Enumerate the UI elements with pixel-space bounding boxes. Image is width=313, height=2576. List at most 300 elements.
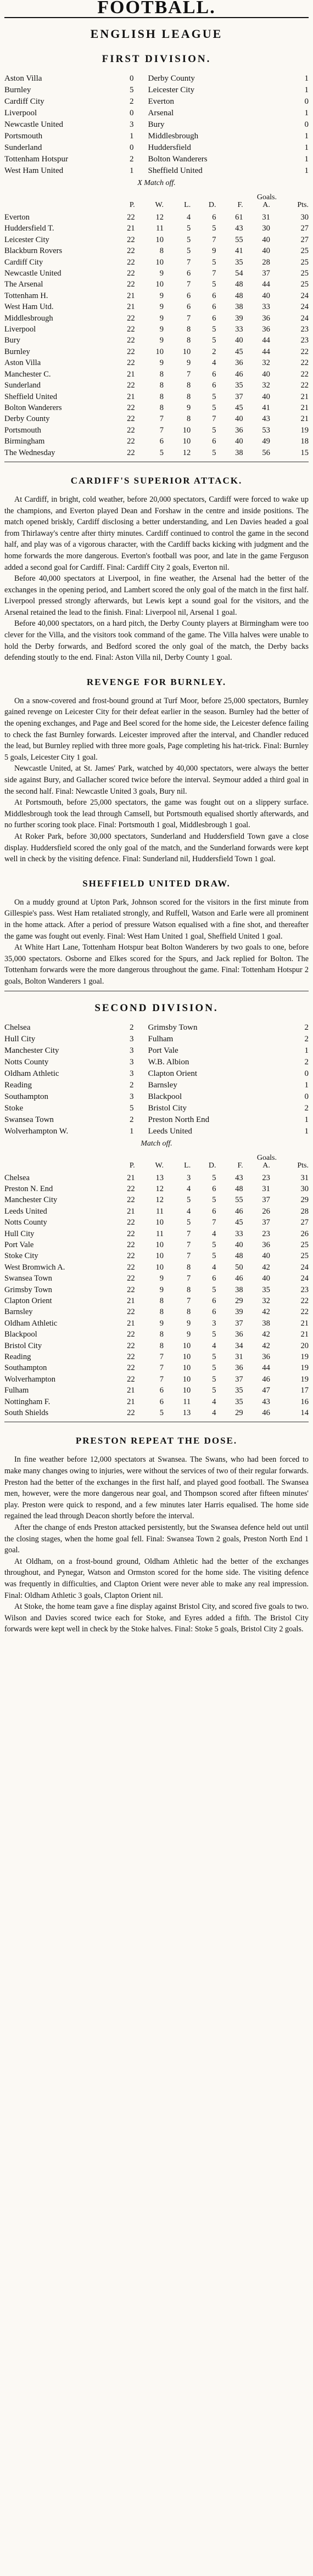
column-header: Pts. (297, 1161, 309, 1170)
home-team: Stoke (4, 1103, 24, 1113)
away-score: 1 (304, 1126, 309, 1136)
team-name: West Bromwich A. (4, 1262, 65, 1272)
result-row (4, 154, 309, 165)
stat-cell: 21 (127, 224, 135, 233)
stat-cell: 22 (300, 1307, 309, 1317)
table-row (4, 1385, 309, 1396)
table-row (4, 1374, 309, 1385)
away-score: 0 (304, 120, 309, 129)
stat-cell: 22 (127, 403, 135, 412)
home-score: 3 (130, 120, 134, 129)
stat-cell: 7 (186, 1240, 191, 1249)
column-header: A. (262, 201, 270, 209)
stat-cell: 8 (186, 1307, 191, 1317)
story-headline: REVENGE FOR BURNLEY. (86, 676, 227, 687)
home-score: 1 (130, 1126, 134, 1136)
stat-cell: 8 (159, 1341, 164, 1350)
story-headline: CARDIFF'S SUPERIOR ATTACK. (70, 475, 243, 486)
stat-cell: 28 (300, 1206, 309, 1216)
stat-cell: 9 (159, 358, 164, 368)
stat-cell: 5 (212, 257, 216, 267)
result-row (4, 1034, 309, 1045)
stat-cell: 37 (235, 392, 243, 401)
stat-cell: 21 (127, 1386, 135, 1395)
stat-cell: 7 (186, 313, 191, 323)
stat-cell: 41 (262, 403, 270, 412)
table-row (4, 1329, 309, 1340)
result-row (4, 119, 309, 131)
home-score: 0 (130, 109, 134, 117)
team-name: Wolverhampton (4, 1374, 56, 1384)
team-name: Reading (4, 1352, 31, 1361)
table-row (4, 257, 309, 268)
stat-cell: 30 (300, 213, 309, 222)
stat-cell: 40 (235, 437, 243, 446)
table-row (4, 1172, 309, 1183)
stat-cell: 33 (235, 1229, 243, 1238)
story-paragraph: Before 40,000 spectators at Liverpool, in fine weather, the Arsenal had the better of the exchanges in the opening period, and Lambert scored the only goal of the match in the first half. Liverpool pressed strongly afterwards, but Lewis kept a sound goal for the visitors, and the Arsenal retained the lead to the finish. Final: Liverpool nil, Arsenal 1 goal. (4, 574, 309, 617)
stat-cell: 10 (155, 1218, 164, 1227)
stat-cell: 38 (235, 1285, 243, 1294)
story-paragraph: At Cardiff, in bright, cold weather, before 20,000 spectators, Cardiff were forced to wake up the champions, and Everton played Dean and Forshaw in the centre and inside positions. The match opened briskly, Cardiff disclosing a better understanding, and Len Davies headed a goal from Thirlaway's centre after thirty minutes. Cardiff continued to control the game in the second half, and play was of a vigorous character, with the Cardiff backs kicking with judgment and the home forwards the more dangerous. Everton's football was poor, and late in the game Ferguson added a second goal for Cardiff. Final: Cardiff City 2 goals, Everton nil. (4, 495, 309, 572)
stat-cell: 7 (186, 1229, 191, 1238)
table-row (4, 212, 309, 223)
stat-cell: 10 (182, 425, 191, 435)
stat-cell: 7 (212, 1218, 216, 1227)
team-name: Bolton Wanderers (4, 403, 62, 412)
stat-cell: 10 (155, 1262, 164, 1272)
away-team: Huddersfield (148, 143, 191, 152)
stat-cell: 46 (262, 1374, 270, 1384)
stat-cell: 8 (159, 369, 164, 379)
result-row (4, 1126, 309, 1137)
table-row (4, 335, 309, 346)
stat-cell: 22 (127, 1218, 135, 1227)
stat-cell: 24 (300, 302, 309, 312)
stat-cell: 10 (155, 1251, 164, 1261)
stat-cell: 23 (300, 336, 309, 345)
column-header: W. (155, 1161, 164, 1170)
stat-cell: 8 (186, 392, 191, 401)
story-paragraph: At Stoke, the home team gave a fine display against Bristol City, and scored five goals to two. Wilson and Davies scored twice each for Stoke, and Eyres added a fifth. The Bristol City forwards were kept well in check by the Stoke halves. Final: Stoke 5 goals, Bristol City 2 goals. (4, 1602, 309, 1634)
stat-cell: 4 (212, 1408, 216, 1418)
column-header: D. (208, 201, 216, 209)
team-name: Bury (4, 336, 20, 345)
stat-cell: 5 (186, 246, 191, 256)
stat-cell: 10 (155, 235, 164, 244)
stat-cell: 40 (235, 336, 243, 345)
table-row (4, 223, 309, 234)
stat-cell: 22 (127, 280, 135, 289)
stat-cell: 23 (300, 325, 309, 334)
team-name: Nottingham F. (4, 1397, 51, 1406)
home-team: Portsmouth (4, 132, 43, 141)
stat-cell: 7 (159, 1363, 164, 1373)
team-name: Newcastle United (4, 269, 62, 278)
story-paragraph: At Oldham, on a frost-bound ground, Oldham Athletic had the better of the exchanges throughout, and Pynegar, Watson and Ormston scored for the home side. The visiting defence was frequently in difficulties, and Clapton Orient were never able to make any real impression. Final: Oldham Athletic 3 goals, Clapton Orient nil. (4, 1557, 309, 1600)
stat-cell: 54 (235, 269, 243, 278)
stat-cell: 25 (300, 1251, 309, 1261)
stat-cell: 7 (159, 1352, 164, 1361)
team-name: Port Vale (4, 1240, 34, 1249)
stat-cell: 32 (262, 381, 270, 390)
stat-cell: 5 (212, 1173, 216, 1182)
table-row (4, 380, 309, 391)
away-score: 1 (304, 74, 309, 83)
stat-cell: 9 (186, 403, 191, 412)
home-score: 0 (130, 143, 134, 152)
div1-title: FIRST DIVISION. (102, 53, 211, 65)
stat-cell: 48 (235, 291, 243, 300)
team-name: Burnley (4, 347, 30, 356)
stat-cell: 21 (300, 403, 309, 412)
stat-cell: 8 (186, 325, 191, 334)
table-row (4, 413, 309, 424)
table-row (4, 1351, 309, 1362)
stat-cell: 36 (262, 1352, 270, 1361)
away-score: 1 (304, 143, 309, 152)
away-team: Derby County (148, 74, 195, 83)
away-score: 0 (304, 1092, 309, 1101)
stat-cell: 12 (155, 1196, 164, 1205)
team-name: Middlesbrough (4, 313, 53, 323)
stat-cell: 6 (212, 213, 216, 222)
away-score: 1 (304, 155, 309, 164)
stat-cell: 6 (212, 381, 216, 390)
table-row (4, 346, 309, 357)
stat-cell: 7 (186, 369, 191, 379)
team-name: Blackburn Rovers (4, 246, 63, 256)
stat-cell: 61 (235, 213, 243, 222)
stat-cell: 22 (127, 1184, 135, 1193)
away-score: 1 (304, 132, 309, 141)
stat-cell: 7 (159, 414, 164, 424)
stat-cell: 48 (235, 1251, 243, 1261)
stat-cell: 30 (300, 1184, 309, 1193)
stat-cell: 5 (212, 448, 216, 457)
stat-cell: 39 (235, 313, 243, 323)
stat-cell: 9 (159, 291, 164, 300)
stat-cell: 24 (300, 1262, 309, 1272)
home-score: 3 (130, 1057, 134, 1067)
stat-cell: 37 (262, 1218, 270, 1227)
stat-cell: 36 (235, 1363, 243, 1373)
stat-cell: 8 (159, 246, 164, 256)
stat-cell: 21 (300, 414, 309, 424)
stat-cell: 45 (235, 347, 243, 356)
home-team: Oldham Athletic (4, 1069, 59, 1078)
stat-cell: 9 (186, 1330, 191, 1339)
stat-cell: 22 (127, 358, 135, 368)
stat-cell: 27 (300, 235, 309, 244)
stat-cell: 33 (235, 325, 243, 334)
stat-cell: 46 (235, 1274, 243, 1283)
away-score: 1 (304, 1115, 309, 1124)
stat-cell: 5 (212, 1285, 216, 1294)
stat-cell: 13 (182, 1408, 191, 1418)
stat-cell: 10 (182, 1363, 191, 1373)
home-score: 2 (130, 97, 134, 106)
team-name: West Ham Utd. (4, 302, 54, 312)
stat-cell: 8 (159, 1307, 164, 1317)
away-team: Fulham (148, 1034, 174, 1043)
stat-cell: 55 (235, 235, 243, 244)
column-header: W. (155, 201, 164, 209)
match-report (4, 877, 309, 987)
table-row (4, 1273, 309, 1284)
stat-cell: 22 (127, 1240, 135, 1249)
result-row (4, 1091, 309, 1103)
stat-cell: 6 (212, 1307, 216, 1317)
stat-cell: 7 (159, 1374, 164, 1384)
away-score: 0 (304, 97, 309, 106)
team-name: Tottenham H. (4, 291, 48, 300)
home-team: Notts County (4, 1057, 49, 1067)
stat-cell: 48 (235, 280, 243, 289)
team-name: Clapton Orient (4, 1296, 52, 1305)
stat-cell: 18 (300, 437, 309, 446)
stat-cell: 8 (159, 403, 164, 412)
table-row (4, 234, 309, 245)
stat-cell: 8 (186, 381, 191, 390)
result-row (4, 1022, 309, 1034)
stat-cell: 39 (235, 1307, 243, 1317)
story-paragraph: Newcastle United, at St. James' Park, watched by 40,000 spectators, were always the better side against Bury, and Gallacher scored twice before the interval. Seymour added a third goal in the second half. Final: Newcastle United 3 goals, Bury nil. (4, 764, 309, 796)
stat-cell: 2 (212, 347, 216, 356)
stat-cell: 22 (127, 235, 135, 244)
table-row (4, 1239, 309, 1250)
stat-cell: 32 (262, 1296, 270, 1305)
league-title: ENGLISH LEAGUE (90, 27, 223, 41)
stat-cell: 26 (262, 1206, 270, 1216)
stat-cell: 8 (159, 381, 164, 390)
stat-cell: 22 (127, 257, 135, 267)
stat-cell: 23 (300, 1285, 309, 1294)
stat-cell: 5 (212, 1374, 216, 1384)
home-score: 3 (130, 1046, 134, 1055)
home-team: Manchester City (4, 1046, 59, 1055)
stat-cell: 21 (127, 392, 135, 401)
stat-cell: 5 (186, 1196, 191, 1205)
team-name: Sunderland (4, 381, 41, 390)
team-name: Leeds United (4, 1206, 47, 1216)
stat-cell: 9 (186, 1318, 191, 1328)
stat-cell: 48 (235, 1184, 243, 1193)
stat-cell: 12 (182, 448, 191, 457)
team-name: Liverpool (4, 325, 36, 334)
stat-cell: 42 (262, 1330, 270, 1339)
result-row (4, 1114, 309, 1126)
stat-cell: 21 (127, 1206, 135, 1216)
stat-cell: 22 (127, 1363, 135, 1373)
team-name: Huddersfield T. (4, 224, 54, 233)
stat-cell: 22 (127, 325, 135, 334)
stat-cell: 10 (155, 1240, 164, 1249)
stat-cell: 12 (155, 213, 164, 222)
stat-cell: 22 (127, 1374, 135, 1384)
stat-cell: 22 (127, 1274, 135, 1283)
result-row (4, 165, 309, 177)
stat-cell: 5 (212, 336, 216, 345)
stat-cell: 6 (159, 1386, 164, 1395)
team-name: Notts County (4, 1218, 47, 1227)
stat-cell: 46 (262, 1408, 270, 1418)
team-name: Oldham Athletic (4, 1318, 58, 1328)
stat-cell: 22 (127, 246, 135, 256)
stat-cell: 22 (127, 1196, 135, 1205)
table-row (4, 1284, 309, 1295)
stat-cell: 22 (127, 1307, 135, 1317)
table-row (4, 268, 309, 279)
stat-cell: 6 (186, 269, 191, 278)
stat-cell: 31 (262, 1184, 270, 1193)
stat-cell: 29 (235, 1408, 243, 1418)
stat-cell: 10 (155, 347, 164, 356)
stat-cell: 10 (182, 437, 191, 446)
stat-cell: 22 (300, 381, 309, 390)
home-team: Burnley (4, 86, 31, 94)
stat-cell: 22 (127, 448, 135, 457)
away-score: 1 (304, 166, 309, 175)
team-name: Preston N. End (4, 1184, 53, 1193)
table-row (4, 391, 309, 402)
stat-cell: 31 (235, 1352, 243, 1361)
div1-note: X Match off. (137, 179, 176, 187)
stat-cell: 4 (186, 1206, 191, 1216)
stat-cell: 6 (212, 291, 216, 300)
table-row (4, 402, 309, 413)
stat-cell: 21 (127, 369, 135, 379)
stat-cell: 9 (159, 313, 164, 323)
stat-cell: 42 (262, 1307, 270, 1317)
home-score: 1 (130, 166, 134, 175)
stat-cell: 11 (156, 1229, 164, 1238)
home-team: Newcastle United (4, 120, 64, 129)
table-row (4, 324, 309, 335)
stat-cell: 15 (300, 448, 309, 457)
table-row (4, 1340, 309, 1351)
column-header: P. (129, 201, 135, 209)
stat-cell: 8 (186, 1262, 191, 1272)
home-team: Reading (4, 1080, 32, 1090)
stat-cell: 36 (235, 1330, 243, 1339)
stat-cell: 3 (212, 1318, 216, 1328)
away-team: Bristol City (148, 1103, 187, 1113)
away-score: 2 (304, 1034, 309, 1043)
story-headline: PRESTON REPEAT THE DOSE. (75, 1435, 238, 1446)
stat-cell: 6 (212, 1296, 216, 1305)
result-row (4, 142, 309, 154)
table-row (4, 290, 309, 301)
home-team: Aston Villa (4, 74, 42, 83)
stat-cell: 31 (300, 1173, 309, 1182)
home-team: Liverpool (4, 109, 37, 117)
stat-cell: 22 (127, 1251, 135, 1261)
stat-cell: 9 (186, 358, 191, 368)
stat-cell: 22 (127, 1330, 135, 1339)
stat-cell: 21 (300, 392, 309, 401)
story-paragraph: At Portsmouth, before 25,000 spectators, the game was fought out on a slippery surface. Middlesbrough took the lead through Camsell, but Portsmouth equalised shortly afterwards, and no further scoring took place. Final: Portsmouth 1 goal, Middlesbrough 1 goal. (4, 798, 309, 830)
column-header: F. (237, 1161, 243, 1170)
stat-cell: 5 (212, 392, 216, 401)
stat-cell: 9 (159, 336, 164, 345)
div2-goals-label: Goals. (256, 1153, 277, 1162)
column-header: F. (237, 201, 243, 209)
away-team: W.B. Albion (148, 1057, 189, 1067)
stat-cell: 6 (212, 313, 216, 323)
stat-cell: 10 (182, 1341, 191, 1350)
stat-cell: 53 (262, 425, 270, 435)
team-name: Aston Villa (4, 358, 41, 368)
stat-cell: 25 (300, 1240, 309, 1249)
stat-cell: 5 (212, 1240, 216, 1249)
table-row (4, 369, 309, 380)
stat-cell: 20 (300, 1341, 309, 1350)
stat-cell: 21 (127, 302, 135, 312)
table-row (4, 1407, 309, 1418)
stat-cell: 43 (262, 1397, 270, 1406)
stat-cell: 10 (182, 347, 191, 356)
stat-cell: 7 (186, 1274, 191, 1283)
result-row (4, 1103, 309, 1114)
home-team: Southampton (4, 1092, 49, 1101)
stat-cell: 44 (262, 280, 270, 289)
team-name: Southampton (4, 1363, 47, 1373)
column-header: Pts. (297, 201, 309, 209)
stat-cell: 9 (159, 1285, 164, 1294)
story-headline: SHEFFIELD UNITED DRAW. (82, 878, 231, 889)
team-name: Cardiff City (4, 257, 43, 267)
away-team: Grimsby Town (148, 1023, 198, 1032)
table-row (4, 1194, 309, 1205)
away-score: 2 (304, 1103, 309, 1113)
stat-cell: 31 (262, 213, 270, 222)
home-score: 1 (130, 132, 134, 141)
stat-cell: 38 (235, 302, 243, 312)
table-row (4, 1362, 309, 1373)
table-row (4, 1262, 309, 1273)
stat-cell: 40 (262, 235, 270, 244)
stat-cell: 4 (212, 1341, 216, 1350)
story-paragraph: Before 40,000 spectators, on a hard pitch, the Derby County players at Birmingham were too clever for the Villa, and the visitors took command of the game. The Villa halves were unable to hold the Derby forwards, and Bedford scored the only goal of the match, the Derby backs defending stoutly to the end. Final: Aston Villa nil, Derby County 1 goal. (4, 619, 309, 663)
stat-cell: 23 (262, 1229, 270, 1238)
team-column-header (4, 201, 108, 212)
stat-cell: 5 (212, 1196, 216, 1205)
stat-cell: 6 (212, 1184, 216, 1193)
stat-cell: 22 (127, 213, 135, 222)
stat-cell: 6 (186, 302, 191, 312)
column-header: P. (129, 1161, 135, 1170)
away-score: 1 (304, 1080, 309, 1090)
stat-cell: 6 (212, 369, 216, 379)
away-team: Everton (148, 97, 174, 106)
stat-cell: 23 (262, 1173, 270, 1182)
team-name: Barnsley (4, 1307, 33, 1317)
table-row (4, 1217, 309, 1228)
stat-cell: 27 (300, 1218, 309, 1227)
stat-cell: 25 (300, 269, 309, 278)
stat-cell: 5 (212, 1386, 216, 1395)
stat-cell: 21 (127, 1173, 135, 1182)
stat-cell: 10 (182, 1352, 191, 1361)
home-score: 3 (130, 1034, 134, 1043)
away-team: Sheffield United (148, 166, 203, 175)
stat-cell: 43 (235, 224, 243, 233)
stat-cell: 22 (300, 369, 309, 379)
stat-cell: 35 (235, 1386, 243, 1395)
stat-cell: 6 (159, 1397, 164, 1406)
stat-cell: 37 (235, 1318, 243, 1328)
